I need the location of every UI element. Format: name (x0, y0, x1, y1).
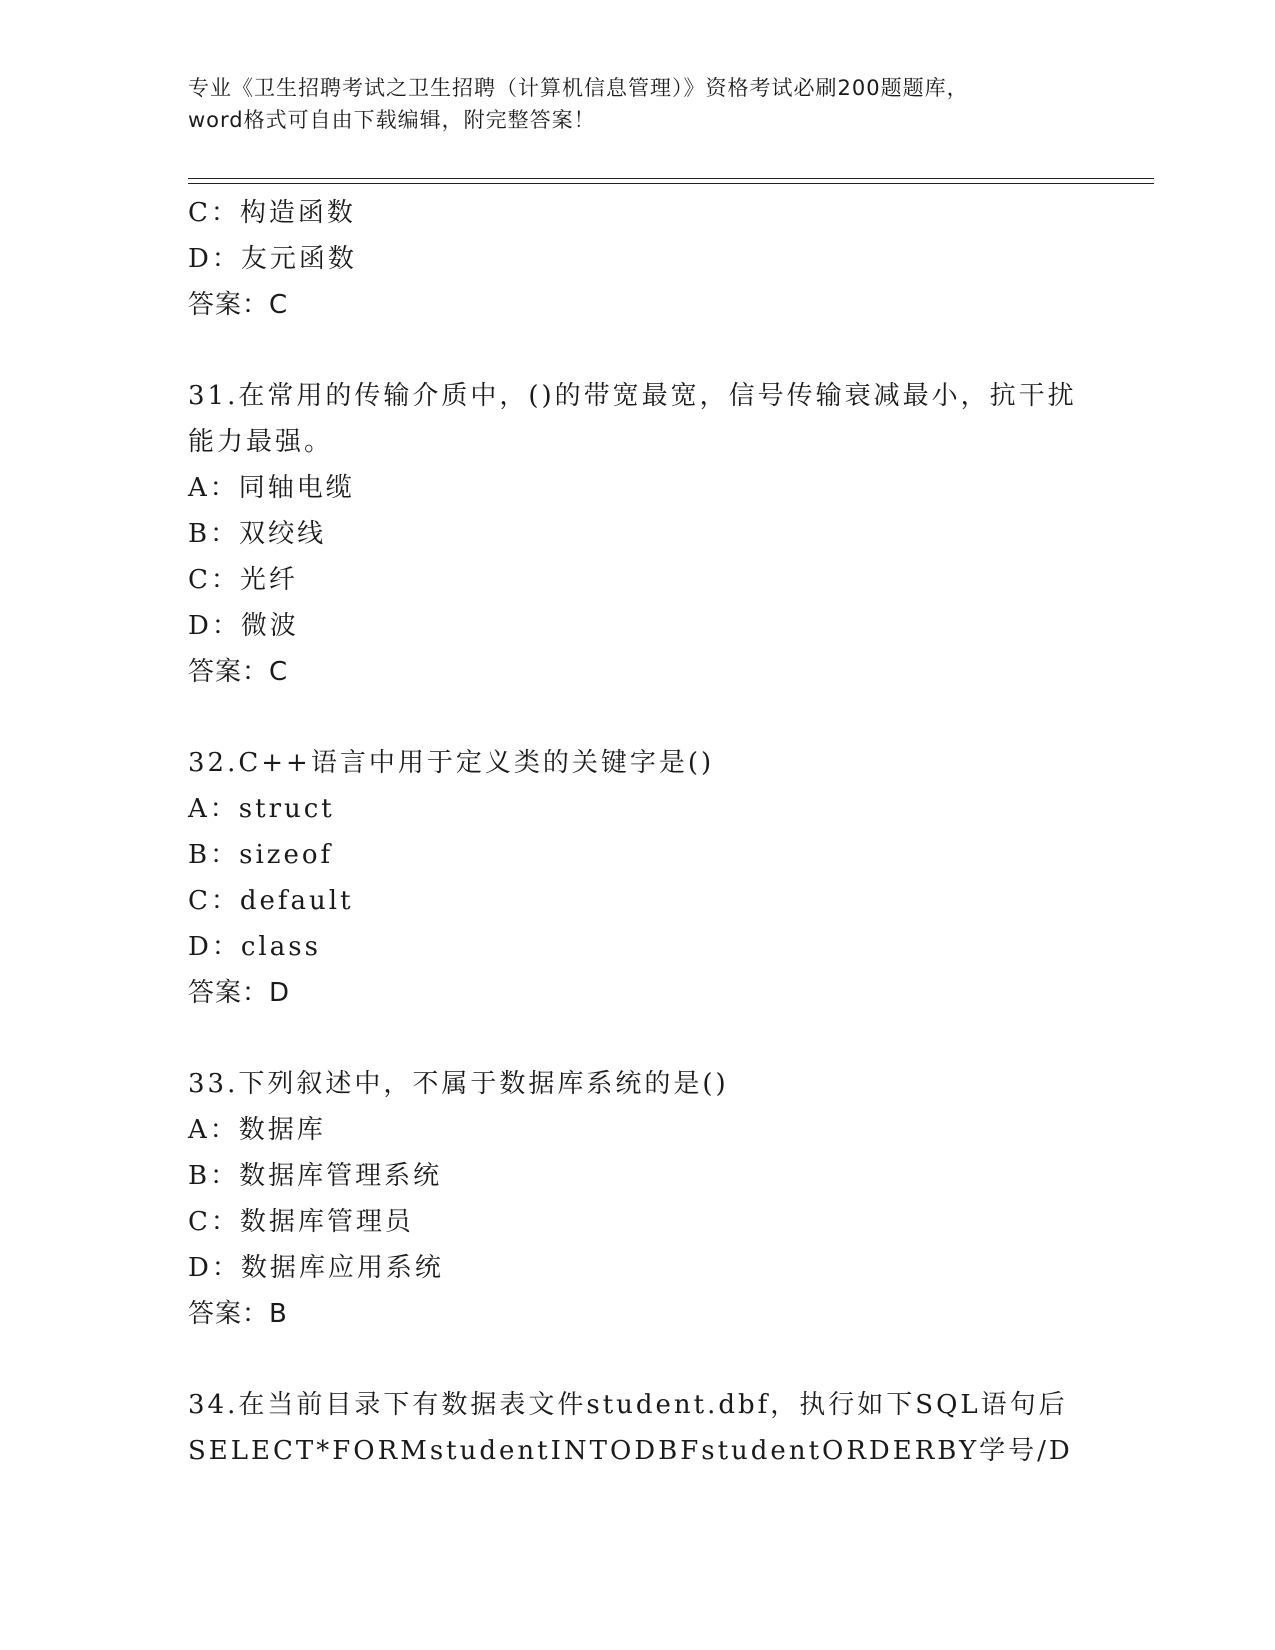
question-text: 能力最强。 (188, 427, 334, 457)
option-a: A：同轴电缆 (188, 473, 355, 503)
option-b: B：sizeof (188, 840, 334, 870)
option-b: B：双绞线 (188, 519, 327, 549)
option-d: D：class (188, 932, 321, 962)
question-text: SELECT*FORMstudentINTODBFstudentORDERBY学号/D (188, 1436, 1073, 1466)
question-block-32 (188, 740, 1088, 1016)
question-text: 34.在当前目录下有数据表文件student.dbf，执行如下SQL语句后 (188, 1390, 1068, 1420)
option-c: C：default (188, 886, 354, 916)
option-c: C：光纤 (188, 565, 298, 595)
option-a: A：数据库 (188, 1115, 326, 1145)
header-rule-top (188, 178, 1154, 179)
option-c: C：构造函数 (188, 198, 356, 228)
question-list (188, 190, 1088, 1474)
header-line-2: word格式可自由下载编辑，附完整答案！ (188, 108, 596, 132)
question-text: 31.在常用的传输介质中，()的带宽最宽，信号传输衰减最小，抗干扰 (188, 381, 1077, 411)
option-d: D：微波 (188, 611, 299, 641)
header-line-1: 专业《卫生招聘考试之卫生招聘（计算机信息管理）》资格考试必刷200题题库， (188, 76, 969, 100)
document-header (188, 72, 1088, 136)
option-d: D：友元函数 (188, 244, 357, 274)
question-block-34 (188, 1382, 1088, 1474)
question-text: 32.C++语言中用于定义类的关键字是() (188, 748, 715, 778)
question-text: 33.下列叙述中，不属于数据库系统的是() (188, 1069, 729, 1099)
answer: 答案：B (188, 1299, 288, 1329)
option-a: A：struct (188, 794, 335, 824)
answer: 答案：C (188, 657, 289, 687)
option-d: D：数据库应用系统 (188, 1253, 444, 1283)
question-block-31 (188, 373, 1088, 695)
option-c: C：数据库管理员 (188, 1207, 414, 1237)
question-block-30 (188, 190, 1088, 328)
question-block-33 (188, 1061, 1088, 1337)
option-b: B：数据库管理系统 (188, 1161, 443, 1191)
answer: 答案：C (188, 290, 289, 320)
header-rule-bottom (188, 183, 1154, 184)
answer: 答案：D (188, 978, 291, 1008)
